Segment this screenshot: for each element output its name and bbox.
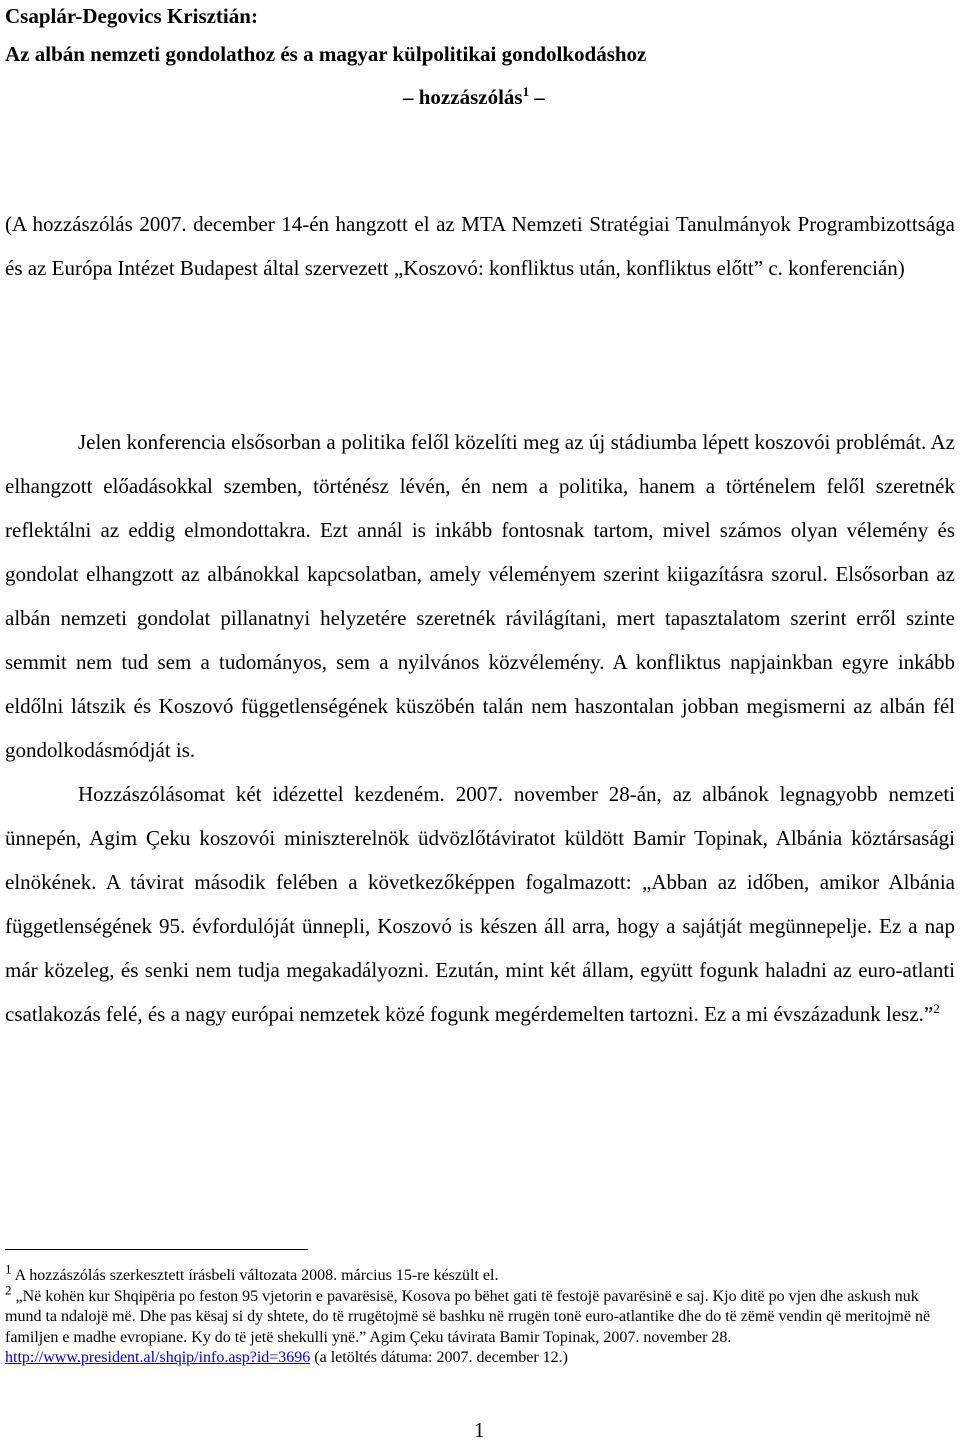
footnote-2-number: 2 bbox=[5, 1282, 12, 1298]
document-title: Az albán nemzeti gondolathoz és a magyar külpolitikai gondolkodáshoz bbox=[5, 42, 647, 66]
footnotes bbox=[5, 1261, 955, 1369]
intro-paragraph bbox=[5, 202, 955, 290]
footnote-2-text: „Në kohën kur Shqipëria po feston 95 vjetorin e pavarësisë, Kosova po bëhet gati të festojë pavarësinë e saj. Kjo ditë po vjen dhe askush nuk mund ta ndalojë më. Dhe pas kësaj si dy shtete, do të rrugëtojmë së bashku në rrugën tonë euro-atlantike dhe do të zëmë vendin që meritojmë në familjen e madhe evropiane. Ky do të jetë shekulli ynë.” Agim Çeku távirata Bamir Topinak, 2007. november 28. bbox=[5, 1287, 931, 1346]
footnote-2-access-date: (a letöltés dátuma: 2007. december 12.) bbox=[310, 1349, 568, 1366]
subtitle-end: – bbox=[534, 85, 545, 109]
paragraph-1: Jelen konferencia elsősorban a politika felől közelíti meg az új stádiumba lépett koszovói problémát. Az elhangzott előadásokkal szemben, történész lévén, én nem a politika, hanem a történelem felől szeretnék reflektálni az eddig elmondottakra. Ezt annál is inkább fontosnak tartom, mivel számos olyan vélemény és gondolat elhangzott az albánokkal kapcsolatban, amely véleményem szerint kiigazításra szorul. Elsősorban az albán nemzeti gondolat pillanatnyi helyzetére szeretnék rávilágítani, mert tapasztalatom szerint erről szinte semmit nem tud sem a tudományos, sem a nyilvános közvélemény. A konfliktus napjainkban egyre inkább eldőlni látszik és Koszovó függetlenségének küszöbén talán nem haszontalan jobban megismerni az albán fél gondolkodásmódját is. bbox=[5, 430, 955, 762]
footnote-1 bbox=[5, 1261, 955, 1287]
footnote-ref-1[interactable]: 1 bbox=[522, 84, 530, 99]
footnote-1-text: A hozzászólás szerkesztett írásbeli változata 2008. március 15-re készült el. bbox=[14, 1267, 499, 1284]
document-subtitle bbox=[403, 85, 545, 110]
subtitle-text: – hozzászólás bbox=[403, 85, 523, 109]
author-name: Csaplár-Degovics Krisztián: bbox=[5, 4, 258, 28]
page-number: 1 bbox=[474, 1418, 485, 1442]
footnote-1-number: 1 bbox=[5, 1261, 12, 1277]
footnote-separator bbox=[5, 1249, 308, 1250]
paragraph-2-text: Hozzászólásomat két idézettel kezdeném. 2007. november 28-án, az albánok legnagyobb nemzeti ünnepén, Agim Çeku koszovói miniszterelnök üdvözlőtáviratot küldött Bamir Topinak, Albánia köztársasági elnökének. A távirat második felében a következőképpen fogalmazott: „Abban az időben, amikor Albánia függetlenségének 95. évfordulóját ünnepli, Koszovó is készen áll arra, hogy a sajátját megünnepelje. Ez a nap már közeleg, és senki nem tudja megakadályozni. Ezután, mint két állam, együtt fogunk haladni az euro-atlanti csatlakozás felé, és a nagy európai nemzetek közé fogunk megérdemelten tartozni. Ez a mi évszázadunk lesz.” bbox=[5, 782, 955, 1026]
footnote-2-link[interactable]: http://www.president.al/shqip/info.asp?id=3696 bbox=[5, 1349, 311, 1366]
intro-text: (A hozzászólás 2007. december 14-én hangzott el az MTA Nemzeti Stratégiai Tanulmányok Programbizottsága és az Európa Intézet Budapest által szervezett „Koszovó: konfliktus után, konfliktus előtt” c. konferencián) bbox=[5, 212, 955, 280]
paragraph-2 bbox=[5, 772, 955, 1036]
footnote-2 bbox=[5, 1282, 955, 1369]
footnote-ref-2[interactable]: 2 bbox=[933, 1001, 940, 1016]
body-text bbox=[5, 420, 955, 1036]
